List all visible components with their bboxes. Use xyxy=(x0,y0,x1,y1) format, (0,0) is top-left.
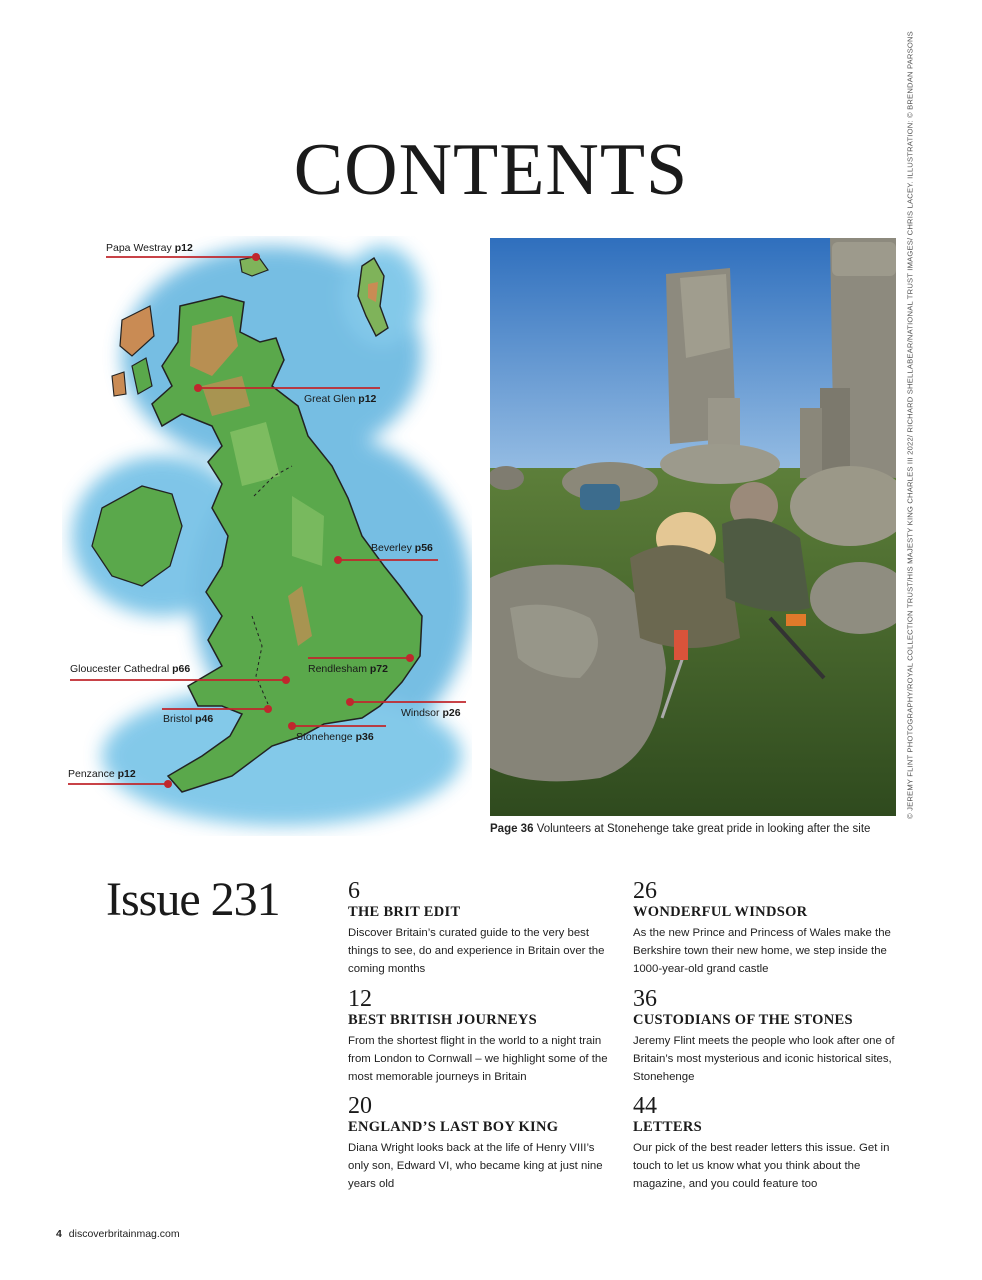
uk-map-illustration xyxy=(62,236,472,836)
entry-description: Discover Britain’s curated guide to the very best things to see, do and experience in Britain over the coming months xyxy=(348,927,605,975)
entry-page-number: 26 xyxy=(633,878,657,904)
map-label-beverley: Beverley p56 xyxy=(371,542,433,554)
bristol-marker xyxy=(264,705,272,713)
entry-page-number: 12 xyxy=(348,986,372,1012)
entry-page-number: 6 xyxy=(348,878,360,904)
map-label-bristol: Bristol p46 xyxy=(163,713,214,725)
gloucester-marker xyxy=(282,676,290,684)
stonehenge-marker xyxy=(288,722,296,730)
photo-caption xyxy=(490,823,870,835)
page-footer xyxy=(56,1228,180,1240)
entry-page-number: 44 xyxy=(633,1093,657,1119)
beverley-marker xyxy=(334,556,342,564)
page-title: CONTENTS xyxy=(293,129,689,211)
map-label-great-glen: Great Glen p12 xyxy=(304,393,377,405)
map-label-papa-westray: Papa Westray p12 xyxy=(106,242,193,254)
caption-page-ref: Page 36 xyxy=(490,823,534,835)
map-label-stonehenge: Stonehenge p36 xyxy=(296,731,374,743)
penzance-marker xyxy=(164,780,172,788)
entry-description: From the shortest flight in the world to a night train from London to Cornwall – we highlight some of the most memorable journeys in Britain xyxy=(348,1035,608,1083)
entry-heading: BEST BRITISH JOURNEYS xyxy=(348,1012,537,1028)
photo-credit xyxy=(900,31,920,819)
map-label-penzance: Penzance p12 xyxy=(68,768,136,780)
entry-description: Diana Wright looks back at the life of Henry VIII’s only son, Edward VI, who became king at just nine years old xyxy=(348,1142,603,1190)
entry-heading: ENGLAND’S LAST BOY KING xyxy=(348,1119,559,1135)
contents-entry[interactable] xyxy=(633,988,903,1086)
papa-westray-marker xyxy=(252,253,260,261)
entry-heading: WONDERFUL WINDSOR xyxy=(633,904,808,920)
map-label-windsor: Windsor p26 xyxy=(401,707,461,719)
contents-entry[interactable] xyxy=(348,988,618,1086)
rendlesham-marker xyxy=(406,654,414,662)
entry-heading: THE BRIT EDIT xyxy=(348,904,461,920)
caption-text: Volunteers at Stonehenge take great pride in looking after the site xyxy=(536,823,871,835)
footer-page-number: 4 xyxy=(56,1228,62,1240)
contents-entry[interactable] xyxy=(633,880,903,978)
map-label-rendlesham: Rendlesham p72 xyxy=(308,663,388,675)
map-label-gloucester: Gloucester Cathedral p66 xyxy=(70,663,191,675)
entry-description: As the new Prince and Princess of Wales make the Berkshire town their new home, we step inside the 1000-year-old grand castle xyxy=(633,927,891,975)
entry-page-number: 20 xyxy=(348,1093,372,1119)
footer-site-link[interactable]: discoverbritainmag.com xyxy=(68,1228,180,1240)
contents-entry[interactable] xyxy=(348,880,618,978)
entry-description: Jeremy Flint meets the people who look after one of Britain’s most mysterious and iconic historical sites, Stonehenge xyxy=(633,1035,895,1083)
great-glen-marker xyxy=(194,384,202,392)
entry-description: Our pick of the best reader letters this issue. Get in touch to let us know what you think about the magazine, and you could feature too xyxy=(633,1142,890,1190)
photo-credit-text: © JEREMY FLINT PHOTOGRAPHY/ROYAL COLLECTION TRUST/HIS MAJESTY KING CHARLES III 2022/ RICHARD SHELLABEAR/NATIONAL TRUST IMAGES/ CHRIS LACEY. ILLUSTRATION: © BRENDAN PARSONS xyxy=(905,31,915,819)
issue-number: Issue 231 xyxy=(106,873,280,926)
entry-page-number: 36 xyxy=(633,986,657,1012)
windsor-marker xyxy=(346,698,354,706)
entry-heading: LETTERS xyxy=(633,1119,702,1135)
contents-entry[interactable] xyxy=(633,1095,903,1193)
entry-heading: CUSTODIANS OF THE STONES xyxy=(633,1012,853,1028)
contents-entry[interactable] xyxy=(348,1095,618,1193)
stonehenge-photo xyxy=(490,238,896,816)
